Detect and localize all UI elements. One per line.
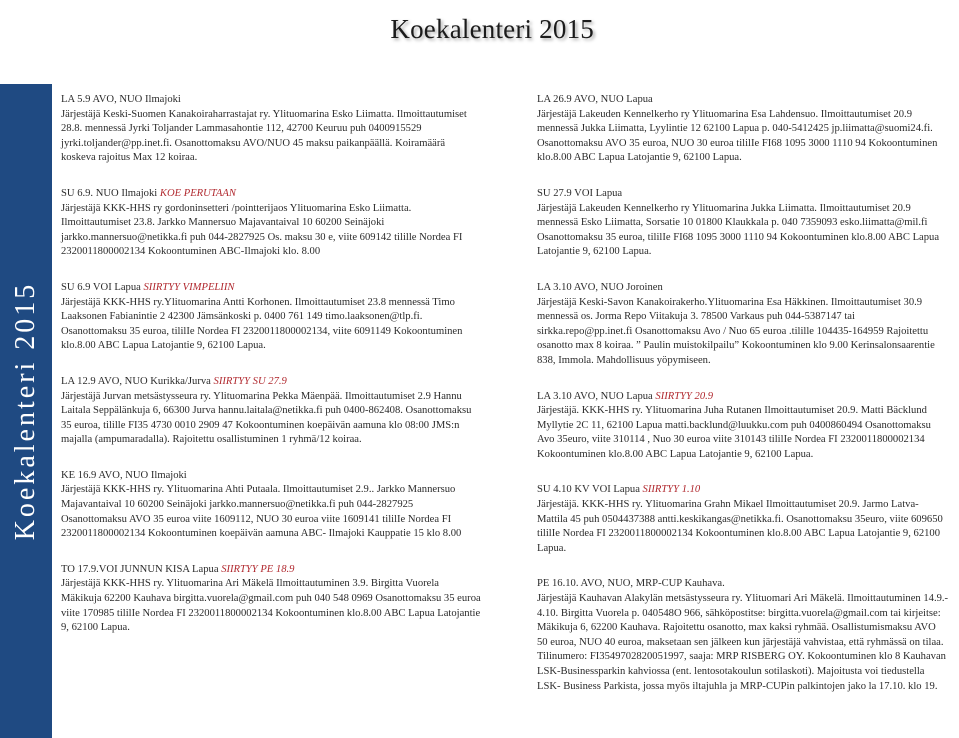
- event-details: Järjestäjä Lakeuden Kennelkerho ry Ylituomarina Jukka Liimatta. Ilmoittautumiset 20.9 mennessä Esko Liimatta, Sorsatie 10 01800 Klaukkala p. 040 7359093 esko.liimatta@mil.fi Osanottomaksu 35 euroa, tililIe FI68 1095 3000 1110 94 Kokoontuminen klo.8.00 ABC Lapua Latojantie 9, 62100 Lapua.: [537, 202, 940, 258]
- event-entry: [537, 483, 949, 556]
- event-status-note: SIIRTYY SU 27.9: [213, 375, 287, 387]
- event-details: Järjestäjä Jurvan metsästysseura ry. Ylituomarina Pekka Mäenpää. Ilmoittautumiset 2.9 Hannu Laitala Seppälänkuja 6, 66300 Jurva hannu.laitala@netikka.fi puh 0400-862408. Osanottomaksu 35 euroa, tilille FI35 4730 0010 2909 47 Kokoontuminen koepäivän aamuna klo 08:00 JMS:n majalla (ampumaradalla). Rajoitettu osallistuminen 1 ryhmä/12 koiraa.: [61, 390, 472, 446]
- sidebar-title: Koekalenteri 2015: [10, 281, 41, 541]
- event-status-note: SIIRTYY PE 18.9: [221, 563, 295, 575]
- event-heading: LA 12.9 AVO, NUO Kurikka/Jurva SIIRTYY SU 27.9: [61, 375, 287, 387]
- event-details: Järjestäjä Lakeuden Kennelkerho ry Ylituomarina Esa Lahdensuo. Ilmoittautumiset 20.9 mennessä Jukka Liimatta, Lyylintie 12 62100 Lapua p. 040-5412425 jp.liimatta@suomi24.fi. Osanottomaksu AVO 35 euroa, NUO 30 euroa tililIe FI68 1095 3000 1110 94 Kokoontuminen klo.8.00 ABC Lapua Latojantie 9, 62100 Lapua.: [537, 108, 938, 164]
- event-heading: LA 5.9 AVO, NUO Ilmajoki: [61, 94, 181, 105]
- event-entry: [61, 187, 481, 260]
- event-heading: KE 16.9 AVO, NUO Ilmajoki: [61, 469, 187, 481]
- event-details: Järjestäjä KKK-HHS ry. Ylituomarina Ari Mäkelä Ilmoittautuminen 3.9. Birgitta Vuorela Mäkikuja 62200 Kauhava birgitta.vuorela@gmail.com puh 040 548 0969 Osanottomaksu 35 euroa viite 170985 tililIe Nordea FI 2320011800002134 Kokoontuminen klo.8.00 ABC Lapua Latojantie 9, 62100 Lapua.: [61, 578, 481, 634]
- event-heading: SU 27.9 VOI Lapua: [537, 187, 623, 199]
- event-details: Järjestäjä Keski-Savon Kanakoirakerho.Ylituomarina Esa Häkkinen. Ilmoittautumiset 30.9 mennessä os. Jorma Repo Viitakuja 3. 78500 Varkaus puh 044-5387147 tai sirkka.repo@pp.inet.fi Osanottomaksu Avo / Nuo 65 euroa .tilille 104435-164959 Rajoitettu osanotto max 8 koiraa. ” Paulin muistokilpailu” Kokoontuminen klo 9.00 Kerinsalonsaarentie 838, Immola. Mahdollisuus yöpymiseen.: [537, 296, 935, 366]
- event-details: Järjestäjä. KKK-HHS ry. Ylituomarina Juha Rutanen Ilmoittautumiset 20.9. Matti Bäcklund Myllytie 2C 11, 62100 Lapua matti.backlund@luukku.com puh 0400860494 Osanottomaksu Avo 35euro, viite 310114 , Nuo 30 euroa viite 310143 tililIe Nordea FI 2320011800002134 Kokoontuminen klo.8.00 ABC Lapua Latojantie 9, 62100 Lapua.: [537, 405, 931, 460]
- event-heading: LA 3.10 AVO, NUO Joroinen: [537, 281, 663, 293]
- event-entry: [61, 563, 481, 636]
- event-entry: [61, 375, 481, 448]
- sidebar-banner: [0, 84, 52, 738]
- event-status-note: KOE PERUTAAN: [159, 187, 236, 199]
- left-column: [61, 93, 481, 657]
- event-status-note: SIIRTYY VIMPELIIN: [143, 281, 235, 293]
- event-heading: LA 26.9 AVO, NUO Lapua: [537, 94, 653, 105]
- event-details: Järjestäjä Keski-Suomen Kanakoiraharrastajat ry. Ylituomarina Esko Liimatta. Ilmoittautumiset 28.8. mennessä Jyrki Toljander Lammasahontie 112, 42700 Keuruu puh 0400915529 jyrki.toljander@pp.inet.fi. Osanottomaksu AVO/NUO 45 maksu paikanpäällä. Koiramäärä koskeva rajoitus Max 12 koiraa.: [61, 108, 467, 164]
- event-details: Järjestäjä Kauhavan Alakylän metsästysseura ry. Ylituomari Ari Mäkelä. Ilmoittautuminen 14.9.- 4.10. Birgitta Vuorela p. 040548O 966, sähköpostitse: birgitta.vuorela@gmail.com tai kirjeitse: Mäkikuja 6, 62200 Kauhava. Rajoitettu osanotto, max kaksi ryhmää. Osallistumismaksu AVO 50 euroa, NUO 40 euroa, maksetaan sen jälkeen kun järjestäjä vahvistaa, että ryhmässä on tilaa. Tilinumero: FI3549702820051997, saaja: MRP RISBERG OY. Kokoontuminen klo 8 Kauhavan LSK-Businessparkin kahviossa (ent. lentosotakoulun sotilaskoti). Majoitusta voi tiedustella LSK- Business Parkista, jossa myös iltajuhla ja MRP-CUPin palkintojen jako la 17.10. klo 19.: [537, 593, 949, 692]
- event-heading: SU 6.9. NUO Ilmajoki KOE PERUTAAN: [61, 187, 236, 199]
- event-status-note: SIIRTYY 20.9: [655, 390, 714, 402]
- right-column: [537, 93, 949, 715]
- event-entry: [537, 281, 949, 369]
- event-entry: [537, 93, 949, 166]
- event-entry: [61, 281, 481, 354]
- event-heading: LA 3.10 AVO, NUO Lapua SIIRTYY 20.9: [537, 390, 714, 402]
- event-heading: TO 17.9.VOI JUNNUN KISA Lapua SIIRTYY PE 18.9: [61, 563, 295, 575]
- event-details: Järjestäjä. KKK-HHS ry. Ylituomarina Grahn Mikael Ilmoittautumiset 20.9. Jarmo Latva-Mattila 45 puh 0504437388 antti.keskikangas@netikka.fi. Osanottomaksu 35euro, viite 609650 tililIe Nordea FI 2320011800002134 Kokoontuminen klo.8.00 ABC Lapua Latojantie 9, 62100 Lapua.: [537, 499, 943, 554]
- event-details: Järjestäjä KKK-HHS ry gordoninsetteri /pointterijaos Ylituomarina Esko Liimatta. Ilmoittautumiset 23.8. Jarkko Mannersuo Majavantaival 10 60200 Seinäjoki jarkko.mannersuo@netikka.fi puh 044-2827925 Os. maksu 30 e, viite 609142 tilille Nordea FI 2320011800002134 Kokoontuminen ABC-Ilmajoki klo. 8.00: [61, 202, 463, 258]
- event-heading: SU 6.9 VOI Lapua SIIRTYY VIMPELIIN: [61, 281, 235, 293]
- page-title: Koekalenteri 2015: [390, 14, 594, 44]
- event-entry: [61, 469, 481, 542]
- event-entry: [537, 187, 949, 260]
- event-details: Järjestäjä KKK-HHS ry.Ylituomarina Antti Korhonen. Ilmoittautumiset 23.8 mennessä Timo Laaksonen Fabianintie 2 42300 Jämsänkoski p. 0400 761 149 timo.laaksonen@tlp.fi. Osanottomaksu 35 euroa, tililIe Nordea FI 2320011800002134, viite 6091149 Kokoontuminen klo.8.00 ABC Lapua Latojantie 9, 62100 Lapua.: [61, 296, 463, 352]
- event-entry: [537, 390, 949, 463]
- event-status-note: SIIRTYY 1.10: [642, 484, 701, 496]
- event-heading: SU 4.10 KV VOI Lapua SIIRTYY 1.10: [537, 484, 701, 496]
- event-entry: [61, 93, 481, 166]
- event-heading: PE 16.10. AVO, NUO, MRP-CUP Kauhava.: [537, 578, 725, 590]
- event-details: Järjestäjä KKK-HHS ry. Ylituomarina Ahti Putaala. Ilmoittautumiset 2.9.. Jarkko Mannersuo Majavantaival 10 60200 Seinäjoki jarkko.mannersuo@netikka.fi puh 044-2827925 Osanottomaksu AVO 35 euroa viite 1609112, NUO 30 euroa viite 1609141 tililIe Nordea FI 2320011800002134 Kokoontuminen koepäivän aamuna ABC- Ilmajoki Kauppatie 15 klo 8.00: [61, 484, 462, 540]
- event-entry: [537, 577, 949, 694]
